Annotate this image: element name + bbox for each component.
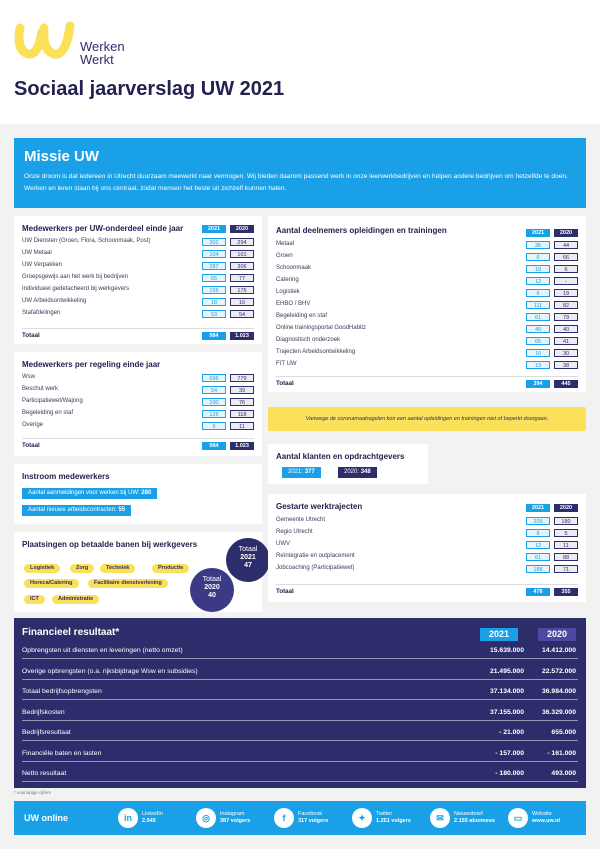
table-row [276,299,578,310]
row-label: Begeleiding en staf [22,410,74,416]
row-label: UW Diensten (Groen, Flora, Schoonmaak, Post) [22,238,151,244]
row-label: Schoonmaak [276,265,312,271]
klanten-2020-value: 348 [360,469,371,475]
twitter-icon: ✦ [352,808,372,828]
row-label: Wsw [22,374,35,380]
value-2021: 53 [202,310,226,318]
page-title: Sociaal jaarverslag UW 2021 [14,78,285,100]
social-value: 387 volgers [220,818,251,824]
value-2020: 39 [230,386,254,394]
fin-value-2021: 37.155.000 [489,708,524,716]
value-2021: 9 [202,422,226,430]
fin-value-2021: 15.639.000 [489,647,524,654]
value-2021: 6 [526,253,550,261]
financieel-row [22,724,578,741]
value-2020: 38 [554,361,578,369]
financieel-row [22,704,578,721]
value-2020: 306 [230,262,254,270]
row-label: Begeleiding en staf [276,313,328,319]
value-2021: 155 [202,286,226,294]
value-2020: 180 [554,517,578,525]
klanten-2021-label: 2021: [288,469,304,475]
missie-heading: Missie UW [24,148,100,165]
tag-logistiek: Logistiek [24,564,60,573]
aanmeldingen-label: Aantal aanmeldingen voor werken bij UW: [28,490,140,496]
social-name: Twitter [376,811,393,817]
social-value: 1.251 volgers [376,818,411,824]
value-2021: 111 [526,301,550,309]
social-name: Nieuwsbrief [454,811,483,817]
missie-text: Onze droom is dat iedereen in Utrecht duurzaam meewerkt naar vermogen. Wij bieden daarom passend werk in onze leerwerkbedrijven en helpen andere bedrijven om hetzelfde te doen. Werken en leren staan bij ons centraal, zodat mensen het beste uit zichzelf kunnen halen. [24,173,568,192]
value-2020: - [554,277,578,285]
row-label: Beschut werk [22,386,59,392]
row-label: Participatiewet/Wajong [22,398,83,404]
trajecten-total [276,584,578,596]
value-2020: 54 [230,310,254,318]
instroom-title: Instroom medewerkers [22,472,110,481]
contracten-pill [22,505,131,516]
social-name: Facebook [298,811,323,817]
total-2020: 1.023 [230,332,254,340]
row-label: Catering [276,277,299,283]
year-2020-header: 2020 [554,504,578,512]
fin-label: Overige opbrengsten (o.a. rijksbijdrage Wsw en subsidies) [22,667,198,675]
fin-label: Financiële baten en lasten [22,749,102,757]
row-label: EHBO / BHV [276,301,311,307]
value-2020: 175 [230,286,254,294]
regeling-total [22,438,254,450]
table-row [22,408,254,419]
social-text [454,811,495,825]
klanten-2021-pill [282,467,321,478]
financieel-row [22,745,578,762]
table-row [276,347,578,358]
fin-value-2021: - 180.000 [495,770,524,777]
aanmeldingen-value: 280 [141,490,152,496]
value-2020: 5 [554,529,578,537]
row-label: Groen [276,253,293,259]
onderdeel-title: Medewerkers per UW-onderdeel einde jaar [22,224,184,233]
total-2020: 1.023 [230,442,254,450]
value-2021: 302 [202,238,226,246]
value-2021: 18 [202,298,226,306]
table-row [22,396,254,407]
value-2021: 12 [526,277,550,285]
regeling-title: Medewerkers per regeling einde jaar [22,360,161,369]
value-2020: 40 [554,325,578,333]
fin-value-2021: 21.495.000 [489,667,524,675]
row-label: Individueel gedetacheerd bij werkgevers [22,286,130,292]
row-label: Jobcoaching (Participatiewet) [276,565,355,571]
klanten-2021-value: 377 [304,469,315,475]
value-2020: 16 [230,298,254,306]
total-2020-circle [190,568,234,612]
social-linkedin[interactable] [118,808,192,828]
value-2020: 294 [230,238,254,246]
brand-line-1: Werken [80,39,125,54]
row-label: Metaal [276,241,295,247]
total-2020: 355 [554,588,578,596]
value-2020: 19 [554,289,578,297]
value-2020: 88 [554,553,578,561]
row-label: Online trainingsportal GoodHabitz [276,325,367,331]
social-name: LinkedIn [142,811,163,817]
fin-label: Bedrijfskosten [22,708,65,716]
trajecten-title: Gestarte werktrajecten [276,502,363,511]
value-2021: 8 [526,529,550,537]
table-row [276,359,578,370]
value-2021: 13 [526,361,550,369]
table-row [22,248,254,259]
value-2020: 779 [230,374,254,382]
row-label: Trajecten Arbeidsontwikkeling [276,349,356,355]
total-label: Totaal [276,380,294,387]
row-label: Groepsgewijs aan het werk bij bedrijven [22,274,129,280]
social-value: www.uw.nl [532,818,561,824]
opleidingen-title: Aantal deelnemers opleidingen en trainingen [276,226,447,235]
total-2021: 478 [526,588,550,596]
trajecten-card [268,494,586,602]
table-row [22,384,254,395]
value-2021: 125 [202,410,226,418]
circle-year: 2021 [240,554,256,561]
value-2020: 118 [230,410,254,418]
total-label: Totaal [22,332,40,339]
plaatsingen-title: Plaatsingen op betaalde banen bij werkgevers [22,540,198,549]
value-2021: 104 [202,250,226,258]
tag-ict: ICT [24,595,45,604]
uw-logo [14,20,76,66]
social-value: 2.045 [142,818,156,824]
financieel-panel [14,618,586,788]
value-2020: 77 [230,274,254,282]
table-row [22,296,254,307]
row-label: UW Verpakken [22,262,63,268]
fin-year-2021: 2021 [480,628,518,641]
fin-value-2020: 36.329.000 [541,708,576,716]
social-text [298,811,328,825]
fin-value-2020: 655.000 [551,729,576,736]
tag-administratie: Administratie [52,595,99,604]
tag-techniek: Techniek [100,564,135,573]
fin-value-2020: 14.412.000 [541,647,576,654]
instagram-icon: ◎ [196,808,216,828]
klanten-card [268,444,428,484]
fin-value-2020: - 161.000 [547,749,576,757]
year-2020-header: 2020 [554,229,578,237]
total-2021: 394 [526,380,550,388]
social-text [532,811,560,825]
value-2021: 66 [526,337,550,345]
onderdeel-card [14,216,262,344]
row-label: UWV [276,541,290,547]
social-name: Website [532,811,552,817]
footer-bar [14,801,586,835]
total-2021: 984 [202,332,226,340]
fin-label: Netto resultaat [22,770,67,777]
total-label: Totaal [276,588,294,595]
value-2021: 18 [526,265,550,273]
table-row [276,287,578,298]
row-label: Gemeente Utrecht [276,517,326,523]
row-label: UW Metaal [22,250,52,256]
total-label: Totaal [22,442,40,449]
social-instagram[interactable] [196,808,270,828]
value-2020: 79 [554,313,578,321]
website-icon: ▭ [508,808,528,828]
fin-value-2021: 37.134.000 [489,688,524,695]
value-2020: 82 [554,301,578,309]
aanmeldingen-pill [22,488,157,499]
value-2020: 66 [554,253,578,261]
social-twitter[interactable] [352,808,426,828]
table-row [22,236,254,247]
circle-value: 47 [244,562,252,569]
table-row [276,335,578,346]
table-row [276,551,578,562]
value-2021: 6 [526,289,550,297]
row-label: Diagnostisch onderzoek [276,337,341,343]
fin-value-2020: 36.984.000 [541,688,576,695]
instroom-card [14,464,262,524]
total-2021: 984 [202,442,226,450]
year-2021-header: 2021 [526,504,550,512]
value-2020: 71 [554,565,578,573]
value-2020: 30 [554,349,578,357]
financieel-row [22,663,578,680]
klanten-title: Aantal klanten en opdrachtgevers [276,452,405,461]
table-row [276,527,578,538]
table-row [22,260,254,271]
value-2021: 54 [202,386,226,394]
table-row [276,275,578,286]
financieel-row [22,765,578,782]
row-label: Reïntegratie en outplacement [276,553,355,559]
table-row [22,372,254,383]
value-2021: 49 [526,325,550,333]
year-2020-header: 2020 [230,225,254,233]
table-row [22,272,254,283]
circle-label: Totaal [202,576,222,583]
brand-name [80,40,125,66]
value-2020: 6 [554,265,578,273]
opleidingen-card [268,216,586,392]
plaatsingen-card [14,532,262,612]
social-value: 2.155 abonnees [454,818,495,824]
table-row [276,251,578,262]
row-label: Regio Utrecht [276,529,313,535]
social-nieuwsbrief[interactable] [430,808,504,828]
contracten-label: Aantal nieuwe arbeidscontracten: [28,507,117,513]
table-row [276,323,578,334]
table-row [276,563,578,574]
year-2021-header: 2021 [202,225,226,233]
footer-title: UW online [24,813,68,823]
tag-productie: Productie [152,564,189,573]
klanten-2020-pill [338,467,377,478]
value-2021: 287 [202,262,226,270]
row-label: UW Arbeidsontwikkeling [22,298,87,304]
value-2021: 61 [526,553,550,561]
linkedin-icon: in [118,808,138,828]
facebook-icon: f [274,808,294,828]
row-label: Overige [22,422,44,428]
table-row [276,263,578,274]
social-text [376,811,411,825]
table-row [276,239,578,250]
regeling-card [14,352,262,456]
table-row [22,420,254,431]
opleidingen-total [276,376,578,388]
social-facebook[interactable] [274,808,348,828]
tag-horeca: Horeca/Catering [24,579,79,588]
value-2021: 209 [526,517,550,525]
value-2020: 44 [554,241,578,249]
table-row [22,284,254,295]
total-2020: 445 [554,380,578,388]
row-label: Stafafdelingen [22,310,61,316]
value-2020: 101 [230,250,254,258]
social-text [142,811,163,825]
tag-facilitair: Facilitaire dienstverlening [88,579,168,588]
fin-label: Totaal bedrijfsopbrengsten [22,688,102,695]
row-label: Logistiek [276,289,300,295]
klanten-2020-label: 2020: [344,469,360,475]
value-2021: 65 [202,274,226,282]
social-name: Instagram [220,811,245,817]
social-text [220,811,250,825]
value-2020: 11 [230,422,254,430]
value-2021: 696 [202,374,226,382]
financieel-row [22,642,578,659]
fin-label: Opbrengsten uit diensten en leveringen (netto omzet) [22,647,183,654]
value-2021: 100 [202,398,226,406]
table-row [276,311,578,322]
fin-value-2021: - 157.000 [495,749,524,757]
opleidingen-note: Vanwege de coronamaatregelen kon een aantal opleidingen en trainingen niet of beperkt doorgaan. [268,407,586,431]
value-2020: 76 [230,398,254,406]
newsletter-icon: ✉ [430,808,450,828]
value-2020: 41 [554,337,578,345]
value-2021: 61 [526,313,550,321]
value-2021: 36 [526,241,550,249]
brand-line-2: Werkt [80,52,114,67]
social-website[interactable] [508,808,582,828]
circle-label: Totaal [238,546,258,553]
fin-year-2020: 2020 [538,628,576,641]
value-2021: 16 [526,349,550,357]
footnote: * voorlopige cijfers [14,790,51,795]
value-2021: 12 [526,541,550,549]
financieel-row [22,683,578,700]
fin-value-2020: 493.000 [551,770,576,777]
circle-year: 2020 [204,584,220,591]
value-2021: 188 [526,565,550,573]
table-row [276,515,578,526]
fin-value-2021: - 21.000 [499,729,524,736]
social-value: 317 volgers [298,818,329,824]
year-2021-header: 2021 [526,229,550,237]
fin-label: Bedrijfsresultaat [22,729,71,736]
contracten-value: 55 [118,507,126,513]
circle-value: 40 [208,592,216,599]
value-2020: 11 [554,541,578,549]
tag-zorg: Zorg [70,564,94,573]
financieel-title: Financieel resultaat* [22,627,120,638]
onderdeel-total [22,328,254,340]
fin-value-2020: 22.572.000 [541,667,576,675]
missie-panel [14,138,586,208]
row-label: FIT UW [276,361,297,367]
table-row [22,308,254,319]
table-row [276,539,578,550]
